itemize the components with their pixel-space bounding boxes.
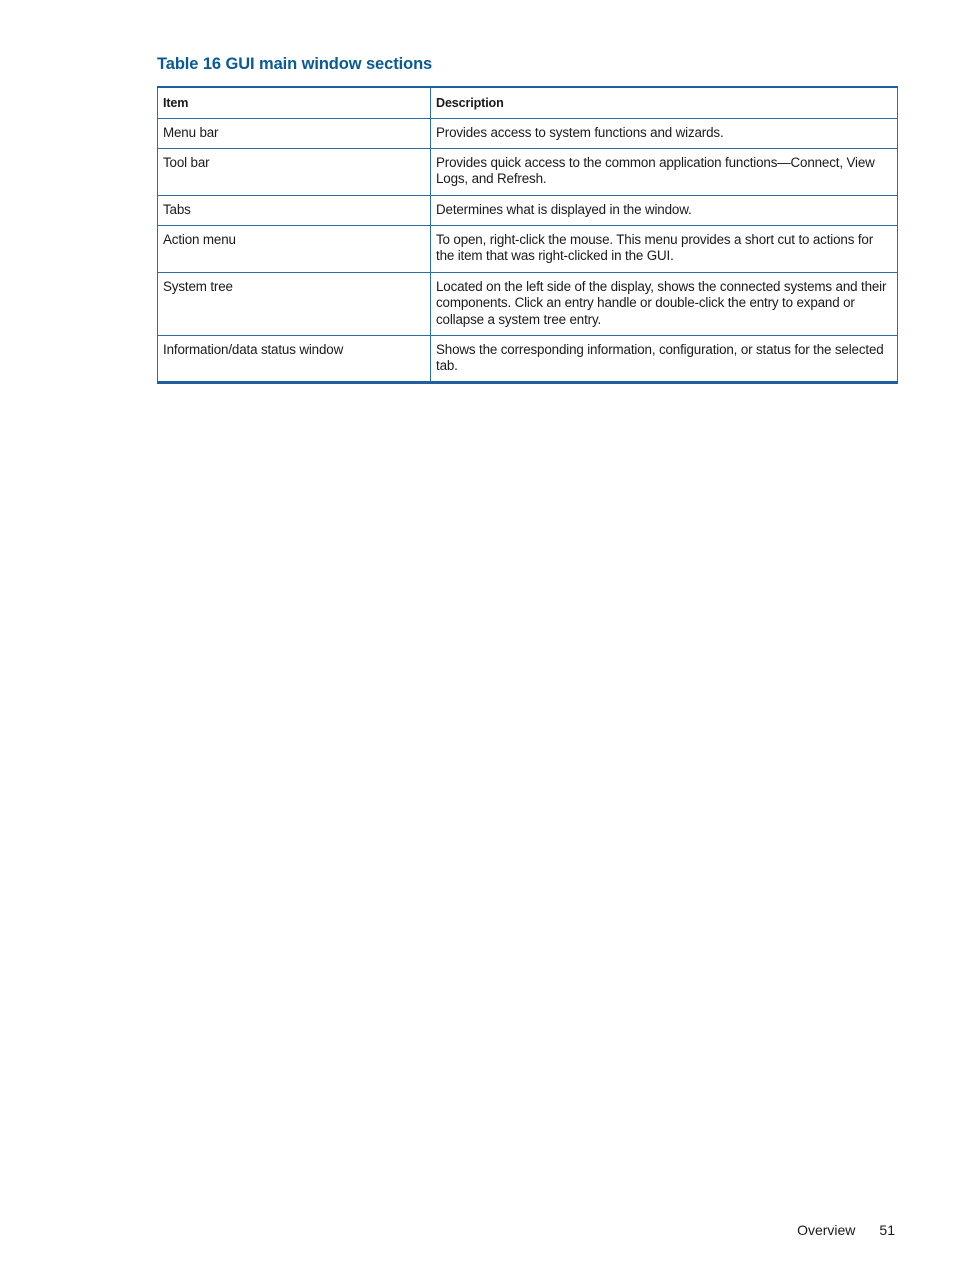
row-description: Located on the left side of the display, shows the connected systems and their components. Click an entry handle or double-click the entry to expand or collapse a system tree entry.: [431, 272, 898, 335]
table-row: [158, 195, 898, 225]
row-description: Provides access to system functions and wizards.: [431, 118, 898, 148]
table-caption: Table 16 GUI main window sections: [157, 55, 433, 73]
header-item: Item: [158, 87, 431, 118]
row-description: Determines what is displayed in the window.: [431, 195, 898, 225]
row-item: Tabs: [158, 195, 431, 225]
row-item: System tree: [158, 272, 431, 335]
table-row: [158, 335, 898, 382]
table-row: [158, 272, 898, 335]
row-item: Action menu: [158, 225, 431, 272]
row-description: Provides quick access to the common application functions—Connect, View Logs, and Refresh.: [431, 148, 898, 195]
table-row: [158, 225, 898, 272]
gui-sections-table: [157, 86, 898, 384]
row-description: Shows the corresponding information, configuration, or status for the selected tab.: [431, 335, 898, 382]
page-footer: [797, 1222, 895, 1238]
row-description: To open, right-click the mouse. This menu provides a short cut to actions for the item that was right-clicked in the GUI.: [431, 225, 898, 272]
row-item: Menu bar: [158, 118, 431, 148]
page-number: 51: [879, 1222, 895, 1238]
row-item: Information/data status window: [158, 335, 431, 382]
table-row: [158, 148, 898, 195]
table-header-row: [158, 87, 898, 118]
footer-section-name: Overview: [797, 1222, 856, 1238]
table-row: [158, 118, 898, 148]
row-item: Tool bar: [158, 148, 431, 195]
header-description: Description: [431, 87, 898, 118]
